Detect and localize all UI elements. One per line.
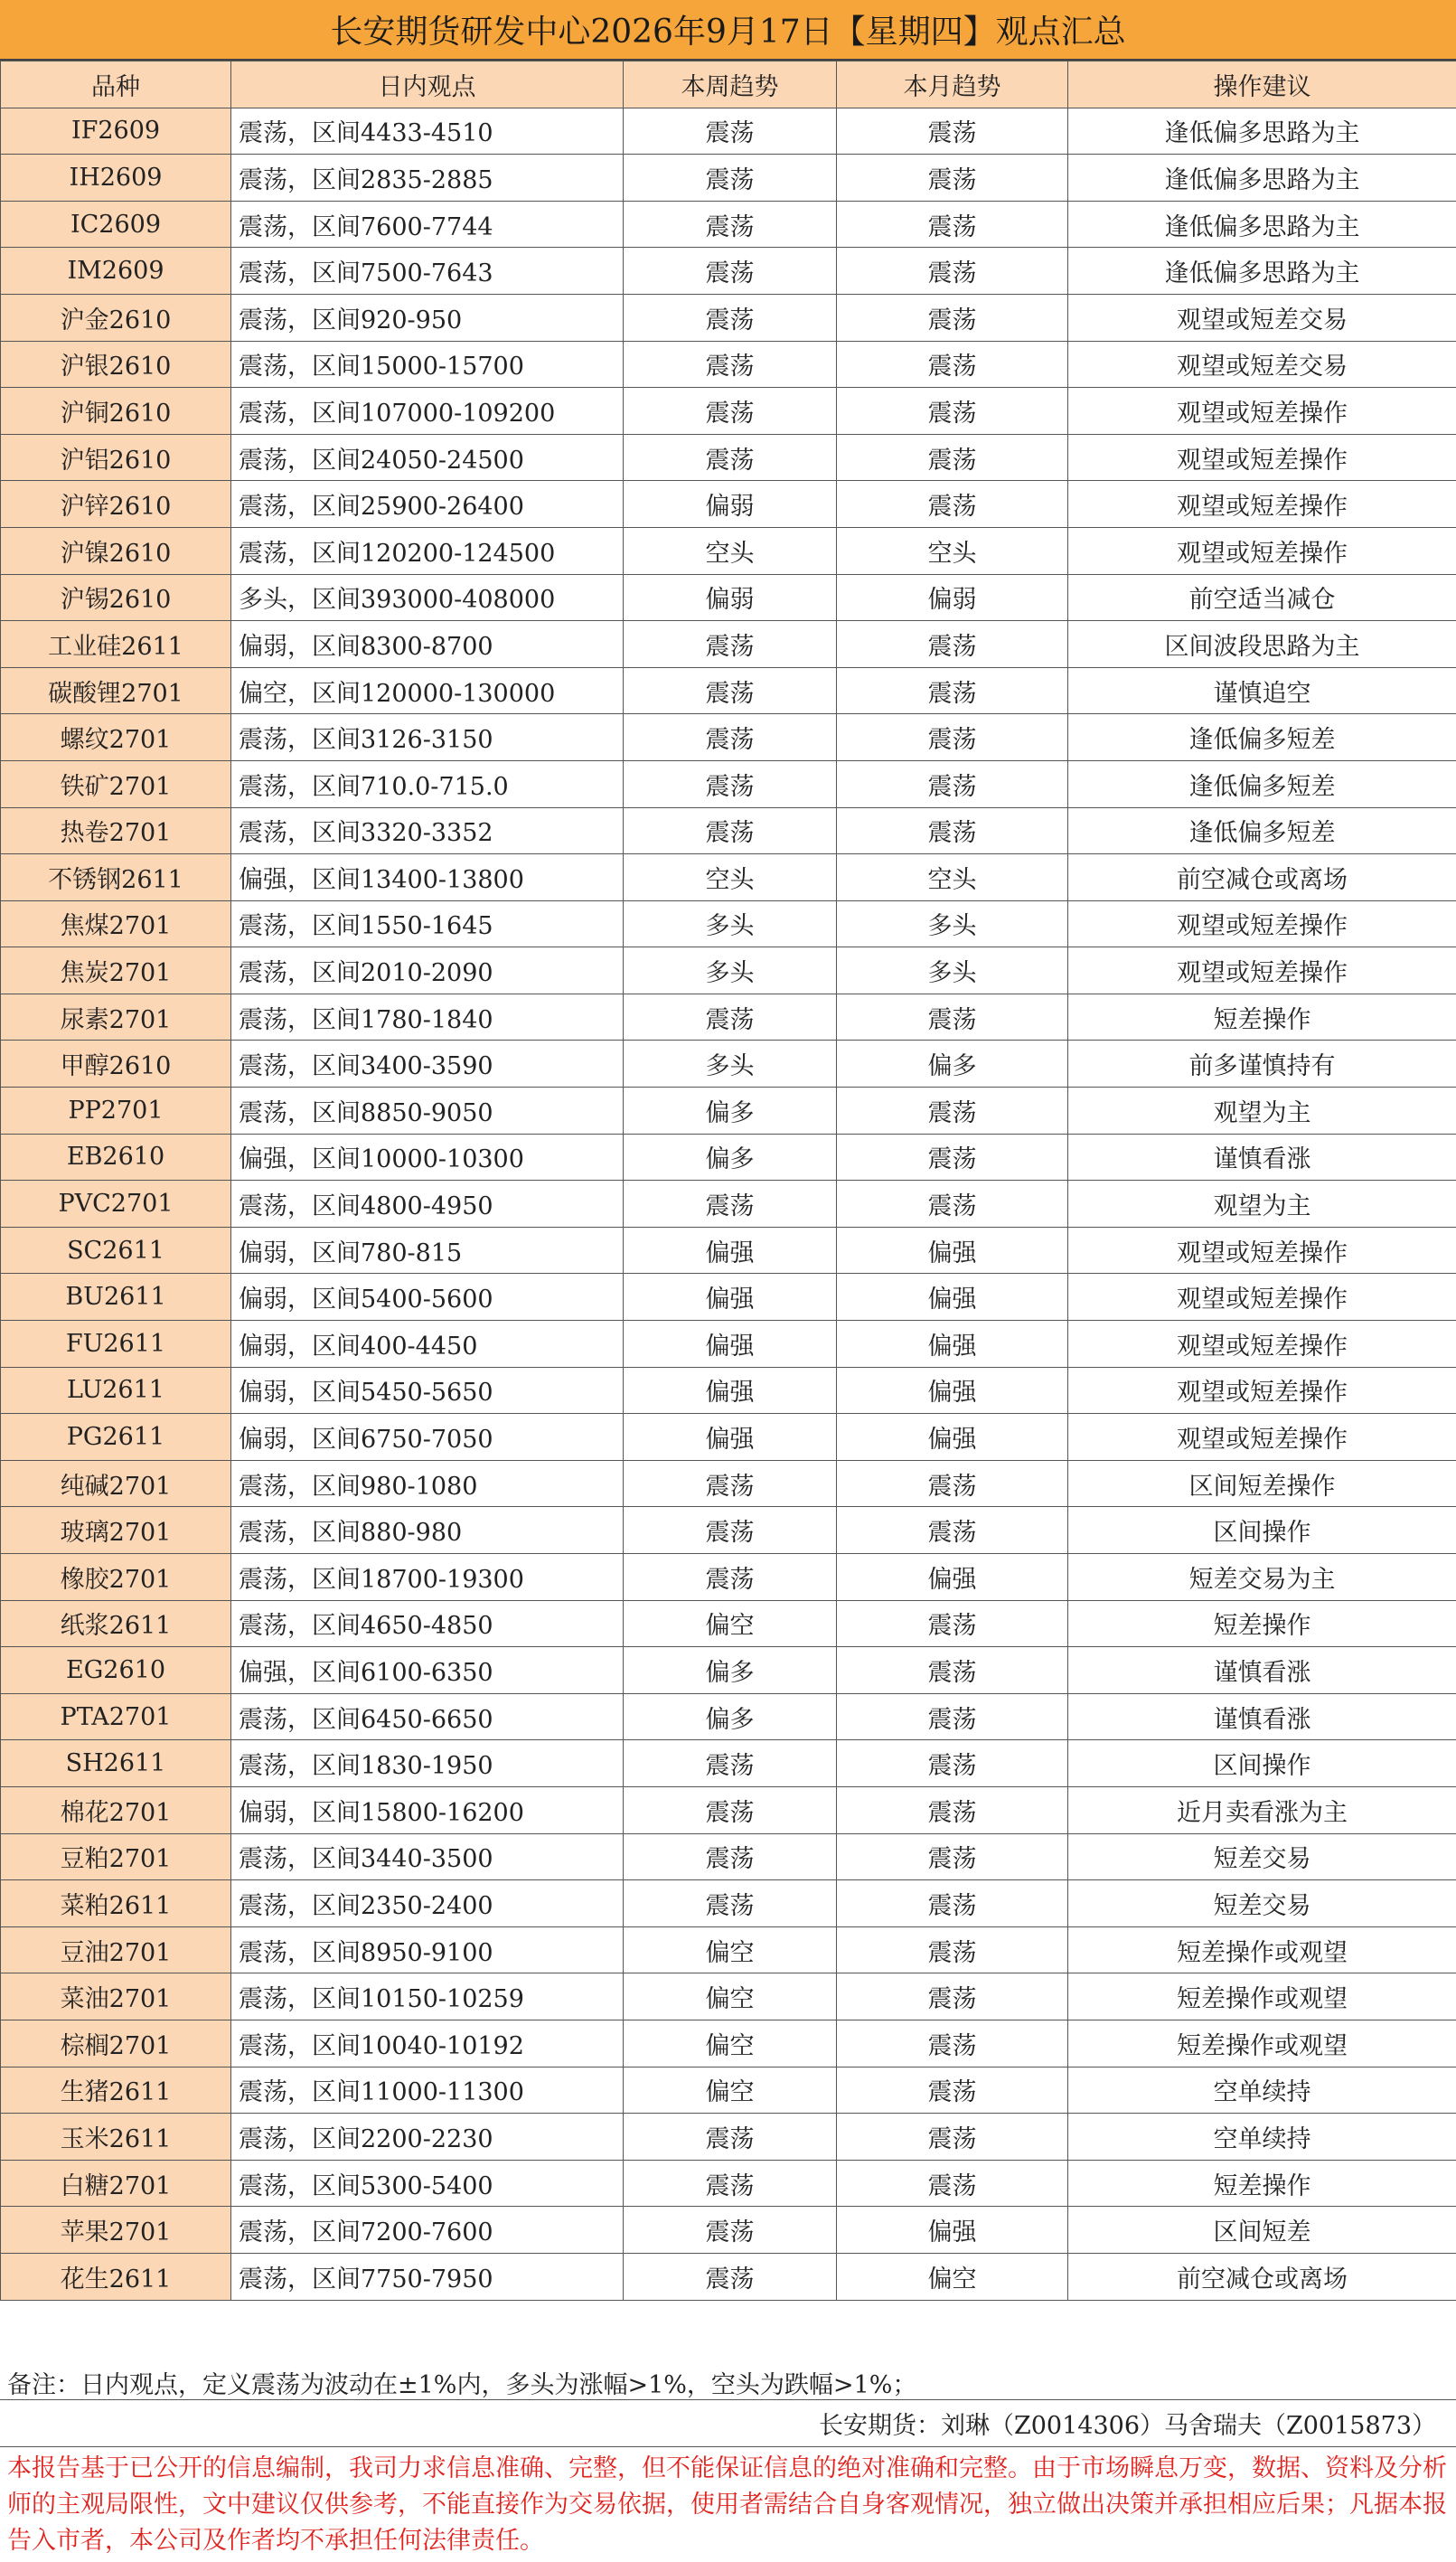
cell-week-trend: 震荡 bbox=[624, 1507, 837, 1554]
table-row bbox=[1, 667, 1456, 714]
cell-month-trend: 偏强 bbox=[837, 2207, 1068, 2254]
cell-symbol: 棉花2701 bbox=[1, 1786, 231, 1833]
cell-advice: 观望或短差操作 bbox=[1068, 434, 1456, 481]
cell-intraday: 震荡，区间3320-3352 bbox=[231, 807, 624, 854]
cell-intraday: 震荡，区间4433-4510 bbox=[231, 108, 624, 155]
cell-week-trend: 偏空 bbox=[624, 2020, 837, 2067]
cell-advice: 观望或短差交易 bbox=[1068, 294, 1456, 341]
cell-intraday: 震荡，区间5300-5400 bbox=[231, 2160, 624, 2207]
cell-symbol: 碳酸锂2701 bbox=[1, 667, 231, 714]
cell-month-trend: 震荡 bbox=[837, 1786, 1068, 1833]
cell-month-trend: 震荡 bbox=[837, 155, 1068, 202]
cell-symbol: 沪镍2610 bbox=[1, 527, 231, 574]
table-row bbox=[1, 388, 1456, 435]
cell-week-trend: 震荡 bbox=[624, 108, 837, 155]
cell-intraday: 震荡，区间3126-3150 bbox=[231, 714, 624, 761]
cell-symbol: SH2611 bbox=[1, 1740, 231, 1787]
cell-symbol: 铁矿2701 bbox=[1, 760, 231, 807]
cell-advice: 谨慎看涨 bbox=[1068, 1693, 1456, 1740]
cell-month-trend: 震荡 bbox=[837, 1507, 1068, 1554]
cell-week-trend: 多头 bbox=[624, 947, 837, 994]
table-row bbox=[1, 1507, 1456, 1554]
table-row bbox=[1, 1554, 1456, 1601]
cell-intraday: 震荡，区间7750-7950 bbox=[231, 2253, 624, 2300]
cell-symbol: 沪锌2610 bbox=[1, 481, 231, 528]
cell-intraday: 震荡，区间2350-2400 bbox=[231, 1880, 624, 1927]
cell-week-trend: 震荡 bbox=[624, 1181, 837, 1228]
table-row bbox=[1, 155, 1456, 202]
cell-month-trend: 震荡 bbox=[837, 994, 1068, 1041]
cell-week-trend: 震荡 bbox=[624, 807, 837, 854]
cell-intraday: 震荡，区间1550-1645 bbox=[231, 900, 624, 947]
table-row bbox=[1, 248, 1456, 295]
cell-intraday: 震荡，区间8850-9050 bbox=[231, 1088, 624, 1135]
author-line: 长安期货：刘琳（Z0014306）马舍瑞夫（Z0015873） bbox=[0, 2400, 1456, 2447]
cell-advice: 谨慎看涨 bbox=[1068, 1647, 1456, 1694]
cell-advice: 逢低偏多思路为主 bbox=[1068, 201, 1456, 248]
cell-week-trend: 偏多 bbox=[624, 1134, 837, 1181]
cell-week-trend: 偏强 bbox=[624, 1321, 837, 1368]
cell-symbol: SC2611 bbox=[1, 1227, 231, 1274]
cell-intraday: 震荡，区间6450-6650 bbox=[231, 1693, 624, 1740]
cell-month-trend: 震荡 bbox=[837, 1693, 1068, 1740]
table-row bbox=[1, 1321, 1456, 1368]
cell-intraday: 震荡，区间120200-124500 bbox=[231, 527, 624, 574]
cell-week-trend: 偏空 bbox=[624, 1973, 837, 2020]
cell-month-trend: 震荡 bbox=[837, 2114, 1068, 2161]
table-row bbox=[1, 807, 1456, 854]
cell-week-trend: 震荡 bbox=[624, 248, 837, 295]
cell-intraday: 偏强，区间6100-6350 bbox=[231, 1647, 624, 1694]
table-row bbox=[1, 1880, 1456, 1927]
cell-intraday: 偏弱，区间780-815 bbox=[231, 1227, 624, 1274]
cell-symbol: IH2609 bbox=[1, 155, 231, 202]
cell-advice: 观望为主 bbox=[1068, 1181, 1456, 1228]
cell-month-trend: 偏强 bbox=[837, 1414, 1068, 1461]
table-row bbox=[1, 854, 1456, 901]
cell-intraday: 偏弱，区间5400-5600 bbox=[231, 1274, 624, 1321]
cell-month-trend: 偏弱 bbox=[837, 574, 1068, 621]
header-symbol: 品种 bbox=[1, 61, 231, 108]
cell-week-trend: 偏弱 bbox=[624, 574, 837, 621]
cell-symbol: 花生2611 bbox=[1, 2253, 231, 2300]
cell-intraday: 震荡，区间980-1080 bbox=[231, 1460, 624, 1507]
cell-symbol: 不锈钢2611 bbox=[1, 854, 231, 901]
cell-month-trend: 多头 bbox=[837, 900, 1068, 947]
table-row bbox=[1, 1274, 1456, 1321]
cell-intraday: 多头，区间393000-408000 bbox=[231, 574, 624, 621]
cell-symbol: PP2701 bbox=[1, 1088, 231, 1135]
table-row bbox=[1, 1786, 1456, 1833]
cell-advice: 观望或短差操作 bbox=[1068, 481, 1456, 528]
cell-month-trend: 震荡 bbox=[837, 248, 1068, 295]
table-body bbox=[1, 108, 1456, 2300]
cell-week-trend: 偏多 bbox=[624, 1693, 837, 1740]
cell-symbol: LU2611 bbox=[1, 1367, 231, 1414]
cell-month-trend: 震荡 bbox=[837, 108, 1068, 155]
cell-week-trend: 震荡 bbox=[624, 201, 837, 248]
cell-symbol: 工业硅2611 bbox=[1, 621, 231, 668]
table-header-row bbox=[1, 61, 1456, 108]
cell-symbol: 菜粕2611 bbox=[1, 1880, 231, 1927]
table-row bbox=[1, 1134, 1456, 1181]
cell-week-trend: 震荡 bbox=[624, 1880, 837, 1927]
cell-week-trend: 震荡 bbox=[624, 994, 837, 1041]
cell-intraday: 震荡，区间3400-3590 bbox=[231, 1041, 624, 1088]
table-row bbox=[1, 760, 1456, 807]
table-row bbox=[1, 2253, 1456, 2300]
cell-week-trend: 偏空 bbox=[624, 2067, 837, 2114]
table-row bbox=[1, 900, 1456, 947]
cell-advice: 前空减仓或离场 bbox=[1068, 2253, 1456, 2300]
cell-advice: 短差操作 bbox=[1068, 2160, 1456, 2207]
cell-week-trend: 震荡 bbox=[624, 1786, 837, 1833]
cell-month-trend: 偏强 bbox=[837, 1321, 1068, 1368]
header-advice: 操作建议 bbox=[1068, 61, 1456, 108]
cell-intraday: 震荡，区间710.0-715.0 bbox=[231, 760, 624, 807]
table-row bbox=[1, 1926, 1456, 1973]
table-row bbox=[1, 2114, 1456, 2161]
table-row bbox=[1, 527, 1456, 574]
table-row bbox=[1, 1973, 1456, 2020]
cell-symbol: 纸浆2611 bbox=[1, 1600, 231, 1647]
table-row bbox=[1, 621, 1456, 668]
cell-symbol: 甲醇2610 bbox=[1, 1041, 231, 1088]
cell-symbol: 苹果2701 bbox=[1, 2207, 231, 2254]
cell-advice: 逢低偏多思路为主 bbox=[1068, 108, 1456, 155]
cell-intraday: 震荡，区间3440-3500 bbox=[231, 1833, 624, 1880]
table-row bbox=[1, 201, 1456, 248]
cell-month-trend: 偏多 bbox=[837, 1041, 1068, 1088]
cell-advice: 观望或短差操作 bbox=[1068, 1227, 1456, 1274]
table-row bbox=[1, 108, 1456, 155]
cell-advice: 短差交易 bbox=[1068, 1880, 1456, 1927]
cell-month-trend: 震荡 bbox=[837, 667, 1068, 714]
table-row bbox=[1, 1600, 1456, 1647]
cell-month-trend: 震荡 bbox=[837, 1600, 1068, 1647]
cell-advice: 观望或短差操作 bbox=[1068, 1367, 1456, 1414]
cell-intraday: 偏强，区间10000-10300 bbox=[231, 1134, 624, 1181]
table-row bbox=[1, 1041, 1456, 1088]
cell-symbol: 橡胶2701 bbox=[1, 1554, 231, 1601]
cell-week-trend: 多头 bbox=[624, 1041, 837, 1088]
footnote: 备注：日内观点，定义震荡为波动在±1%内，多头为涨幅>1%，空头为跌幅>1%； bbox=[0, 2366, 1456, 2400]
table-row bbox=[1, 994, 1456, 1041]
cell-month-trend: 震荡 bbox=[837, 1647, 1068, 1694]
cell-month-trend: 震荡 bbox=[837, 341, 1068, 388]
table-row bbox=[1, 1740, 1456, 1787]
cell-advice: 观望或短差操作 bbox=[1068, 1321, 1456, 1368]
table-row bbox=[1, 341, 1456, 388]
cell-week-trend: 偏空 bbox=[624, 1926, 837, 1973]
cell-advice: 区间波段思路为主 bbox=[1068, 621, 1456, 668]
cell-month-trend: 震荡 bbox=[837, 388, 1068, 435]
cell-symbol: 螺纹2701 bbox=[1, 714, 231, 761]
cell-intraday: 震荡，区间1780-1840 bbox=[231, 994, 624, 1041]
cell-intraday: 震荡，区间15000-15700 bbox=[231, 341, 624, 388]
cell-advice: 短差操作或观望 bbox=[1068, 1973, 1456, 2020]
table-row bbox=[1, 2207, 1456, 2254]
cell-symbol: 豆油2701 bbox=[1, 1926, 231, 1973]
table-row bbox=[1, 294, 1456, 341]
cell-symbol: 焦炭2701 bbox=[1, 947, 231, 994]
cell-symbol: 尿素2701 bbox=[1, 994, 231, 1041]
cell-advice: 短差操作 bbox=[1068, 994, 1456, 1041]
cell-intraday: 震荡，区间2835-2885 bbox=[231, 155, 624, 202]
cell-month-trend: 偏强 bbox=[837, 1274, 1068, 1321]
cell-intraday: 震荡，区间7500-7643 bbox=[231, 248, 624, 295]
cell-week-trend: 震荡 bbox=[624, 714, 837, 761]
cell-advice: 前多谨慎持有 bbox=[1068, 1041, 1456, 1088]
cell-month-trend: 多头 bbox=[837, 947, 1068, 994]
cell-advice: 空单续持 bbox=[1068, 2067, 1456, 2114]
cell-advice: 空单续持 bbox=[1068, 2114, 1456, 2161]
cell-month-trend: 偏强 bbox=[837, 1227, 1068, 1274]
cell-symbol: IF2609 bbox=[1, 108, 231, 155]
cell-week-trend: 震荡 bbox=[624, 388, 837, 435]
cell-week-trend: 震荡 bbox=[624, 1554, 837, 1601]
table-row bbox=[1, 1460, 1456, 1507]
cell-month-trend: 震荡 bbox=[837, 1926, 1068, 1973]
cell-intraday: 震荡，区间2200-2230 bbox=[231, 2114, 624, 2161]
cell-week-trend: 震荡 bbox=[624, 1833, 837, 1880]
cell-intraday: 震荡，区间7600-7744 bbox=[231, 201, 624, 248]
cell-week-trend: 偏空 bbox=[624, 1600, 837, 1647]
cell-symbol: 豆粕2701 bbox=[1, 1833, 231, 1880]
cell-intraday: 震荡，区间10150-10259 bbox=[231, 1973, 624, 2020]
cell-week-trend: 震荡 bbox=[624, 2114, 837, 2161]
cell-symbol: 白糖2701 bbox=[1, 2160, 231, 2207]
cell-month-trend: 偏空 bbox=[837, 2253, 1068, 2300]
cell-symbol: IM2609 bbox=[1, 248, 231, 295]
cell-week-trend: 偏强 bbox=[624, 1227, 837, 1274]
cell-month-trend: 震荡 bbox=[837, 2020, 1068, 2067]
cell-intraday: 偏空，区间120000-130000 bbox=[231, 667, 624, 714]
cell-week-trend: 震荡 bbox=[624, 760, 837, 807]
cell-intraday: 震荡，区间2010-2090 bbox=[231, 947, 624, 994]
cell-intraday: 震荡，区间25900-26400 bbox=[231, 481, 624, 528]
table-row bbox=[1, 2160, 1456, 2207]
table-row bbox=[1, 1414, 1456, 1461]
cell-intraday: 震荡，区间8950-9100 bbox=[231, 1926, 624, 1973]
disclaimer-text: 本报告基于已公开的信息编制，我司力求信息准确、完整，但不能保证信息的绝对准确和完整。由于市场瞬息万变，数据、资料及分析师的主观局限性，文中建议仅供参考，不能直接作为交易依据，使用者需结合自身客观情况，独立做出决策并承担相应后果；凡据本报告入市者，本公司及作者均不承担任何法律责任。 bbox=[7, 2454, 1447, 2555]
cell-symbol: 玻璃2701 bbox=[1, 1507, 231, 1554]
cell-week-trend: 震荡 bbox=[624, 341, 837, 388]
cell-symbol: 纯碱2701 bbox=[1, 1460, 231, 1507]
cell-advice: 短差交易为主 bbox=[1068, 1554, 1456, 1601]
cell-symbol: 沪铜2610 bbox=[1, 388, 231, 435]
table-row bbox=[1, 1227, 1456, 1274]
cell-intraday: 震荡，区间18700-19300 bbox=[231, 1554, 624, 1601]
cell-symbol: 焦煤2701 bbox=[1, 900, 231, 947]
table-row bbox=[1, 481, 1456, 528]
cell-advice: 逢低偏多短差 bbox=[1068, 760, 1456, 807]
cell-advice: 区间操作 bbox=[1068, 1740, 1456, 1787]
cell-advice: 区间短差 bbox=[1068, 2207, 1456, 2254]
header-week-trend: 本周趋势 bbox=[624, 61, 837, 108]
cell-intraday: 震荡，区间7200-7600 bbox=[231, 2207, 624, 2254]
cell-month-trend: 震荡 bbox=[837, 714, 1068, 761]
cell-month-trend: 震荡 bbox=[837, 1973, 1068, 2020]
cell-symbol: IC2609 bbox=[1, 201, 231, 248]
cell-intraday: 偏弱，区间400-4450 bbox=[231, 1321, 624, 1368]
table-row bbox=[1, 1088, 1456, 1135]
header-intraday: 日内观点 bbox=[231, 61, 624, 108]
cell-month-trend: 震荡 bbox=[837, 1181, 1068, 1228]
cell-symbol: 棕榈2701 bbox=[1, 2020, 231, 2067]
cell-advice: 区间操作 bbox=[1068, 1507, 1456, 1554]
cell-advice: 观望为主 bbox=[1068, 1088, 1456, 1135]
cell-month-trend: 震荡 bbox=[837, 2160, 1068, 2207]
cell-month-trend: 震荡 bbox=[837, 1088, 1068, 1135]
cell-symbol: EG2610 bbox=[1, 1647, 231, 1694]
cell-symbol: EB2610 bbox=[1, 1134, 231, 1181]
cell-advice: 谨慎看涨 bbox=[1068, 1134, 1456, 1181]
cell-week-trend: 空头 bbox=[624, 527, 837, 574]
cell-month-trend: 偏强 bbox=[837, 1554, 1068, 1601]
cell-month-trend: 震荡 bbox=[837, 434, 1068, 481]
cell-intraday: 震荡，区间107000-109200 bbox=[231, 388, 624, 435]
cell-month-trend: 震荡 bbox=[837, 807, 1068, 854]
cell-advice: 逢低偏多思路为主 bbox=[1068, 155, 1456, 202]
cell-week-trend: 震荡 bbox=[624, 434, 837, 481]
cell-advice: 近月卖看涨为主 bbox=[1068, 1786, 1456, 1833]
report-title: 长安期货研发中心2026年9月17日【星期四】观点汇总 bbox=[0, 0, 1456, 61]
cell-intraday: 偏强，区间13400-13800 bbox=[231, 854, 624, 901]
table-row bbox=[1, 714, 1456, 761]
cell-week-trend: 震荡 bbox=[624, 2253, 837, 2300]
cell-month-trend: 空头 bbox=[837, 527, 1068, 574]
cell-advice: 短差操作或观望 bbox=[1068, 1926, 1456, 1973]
cell-week-trend: 偏强 bbox=[624, 1414, 837, 1461]
cell-advice: 观望或短差操作 bbox=[1068, 1414, 1456, 1461]
cell-advice: 观望或短差交易 bbox=[1068, 341, 1456, 388]
cell-month-trend: 震荡 bbox=[837, 1740, 1068, 1787]
cell-symbol: FU2611 bbox=[1, 1321, 231, 1368]
cell-month-trend: 震荡 bbox=[837, 481, 1068, 528]
table-row bbox=[1, 1693, 1456, 1740]
cell-intraday: 偏弱，区间6750-7050 bbox=[231, 1414, 624, 1461]
cell-week-trend: 空头 bbox=[624, 854, 837, 901]
cell-month-trend: 震荡 bbox=[837, 621, 1068, 668]
cell-week-trend: 震荡 bbox=[624, 667, 837, 714]
cell-week-trend: 震荡 bbox=[624, 155, 837, 202]
cell-advice: 区间短差操作 bbox=[1068, 1460, 1456, 1507]
cell-week-trend: 多头 bbox=[624, 900, 837, 947]
cell-intraday: 震荡，区间4650-4850 bbox=[231, 1600, 624, 1647]
cell-advice: 前空减仓或离场 bbox=[1068, 854, 1456, 901]
cell-symbol: PTA2701 bbox=[1, 1693, 231, 1740]
cell-week-trend: 震荡 bbox=[624, 621, 837, 668]
cell-advice: 短差操作 bbox=[1068, 1600, 1456, 1647]
cell-week-trend: 偏强 bbox=[624, 1367, 837, 1414]
cell-intraday: 偏弱，区间8300-8700 bbox=[231, 621, 624, 668]
cell-week-trend: 震荡 bbox=[624, 294, 837, 341]
cell-month-trend: 震荡 bbox=[837, 760, 1068, 807]
cell-intraday: 震荡，区间24050-24500 bbox=[231, 434, 624, 481]
viewpoint-table bbox=[0, 61, 1456, 2301]
cell-symbol: PVC2701 bbox=[1, 1181, 231, 1228]
cell-advice: 逢低偏多思路为主 bbox=[1068, 248, 1456, 295]
cell-symbol: BU2611 bbox=[1, 1274, 231, 1321]
cell-symbol: PG2611 bbox=[1, 1414, 231, 1461]
cell-week-trend: 震荡 bbox=[624, 2160, 837, 2207]
table-row bbox=[1, 434, 1456, 481]
cell-week-trend: 震荡 bbox=[624, 1740, 837, 1787]
cell-month-trend: 震荡 bbox=[837, 294, 1068, 341]
table-row bbox=[1, 2020, 1456, 2067]
cell-intraday: 震荡，区间10040-10192 bbox=[231, 2020, 624, 2067]
cell-week-trend: 偏多 bbox=[624, 1088, 837, 1135]
table-row bbox=[1, 1181, 1456, 1228]
cell-advice: 短差操作或观望 bbox=[1068, 2020, 1456, 2067]
cell-intraday: 震荡，区间920-950 bbox=[231, 294, 624, 341]
cell-symbol: 菜油2701 bbox=[1, 1973, 231, 2020]
table-row bbox=[1, 1367, 1456, 1414]
cell-advice: 观望或短差操作 bbox=[1068, 1274, 1456, 1321]
cell-month-trend: 震荡 bbox=[837, 2067, 1068, 2114]
cell-week-trend: 偏多 bbox=[624, 1647, 837, 1694]
cell-month-trend: 偏强 bbox=[837, 1367, 1068, 1414]
cell-symbol: 沪铝2610 bbox=[1, 434, 231, 481]
cell-advice: 观望或短差操作 bbox=[1068, 947, 1456, 994]
table-row bbox=[1, 574, 1456, 621]
header-month-trend: 本月趋势 bbox=[837, 61, 1068, 108]
table-row bbox=[1, 1647, 1456, 1694]
cell-intraday: 偏弱，区间5450-5650 bbox=[231, 1367, 624, 1414]
cell-week-trend: 震荡 bbox=[624, 1460, 837, 1507]
table-row bbox=[1, 1833, 1456, 1880]
cell-advice: 观望或短差操作 bbox=[1068, 900, 1456, 947]
cell-intraday: 震荡，区间880-980 bbox=[231, 1507, 624, 1554]
cell-symbol: 生猪2611 bbox=[1, 2067, 231, 2114]
cell-advice: 逢低偏多短差 bbox=[1068, 714, 1456, 761]
cell-advice: 前空适当减仓 bbox=[1068, 574, 1456, 621]
cell-week-trend: 震荡 bbox=[624, 2207, 837, 2254]
cell-month-trend: 震荡 bbox=[837, 201, 1068, 248]
cell-week-trend: 偏弱 bbox=[624, 481, 837, 528]
cell-intraday: 偏弱，区间15800-16200 bbox=[231, 1786, 624, 1833]
cell-symbol: 沪金2610 bbox=[1, 294, 231, 341]
table-row bbox=[1, 947, 1456, 994]
cell-symbol: 玉米2611 bbox=[1, 2114, 231, 2161]
cell-week-trend: 偏强 bbox=[624, 1274, 837, 1321]
cell-month-trend: 震荡 bbox=[837, 1134, 1068, 1181]
cell-intraday: 震荡，区间4800-4950 bbox=[231, 1181, 624, 1228]
cell-advice: 谨慎追空 bbox=[1068, 667, 1456, 714]
cell-intraday: 震荡，区间11000-11300 bbox=[231, 2067, 624, 2114]
cell-symbol: 沪银2610 bbox=[1, 341, 231, 388]
table-row bbox=[1, 2067, 1456, 2114]
cell-month-trend: 震荡 bbox=[837, 1833, 1068, 1880]
cell-month-trend: 震荡 bbox=[837, 1880, 1068, 1927]
cell-advice: 观望或短差操作 bbox=[1068, 388, 1456, 435]
cell-advice: 观望或短差操作 bbox=[1068, 527, 1456, 574]
cell-advice: 短差交易 bbox=[1068, 1833, 1456, 1880]
cell-symbol: 沪锡2610 bbox=[1, 574, 231, 621]
cell-advice: 逢低偏多短差 bbox=[1068, 807, 1456, 854]
cell-month-trend: 空头 bbox=[837, 854, 1068, 901]
cell-symbol: 热卷2701 bbox=[1, 807, 231, 854]
cell-month-trend: 震荡 bbox=[837, 1460, 1068, 1507]
cell-intraday: 震荡，区间1830-1950 bbox=[231, 1740, 624, 1787]
